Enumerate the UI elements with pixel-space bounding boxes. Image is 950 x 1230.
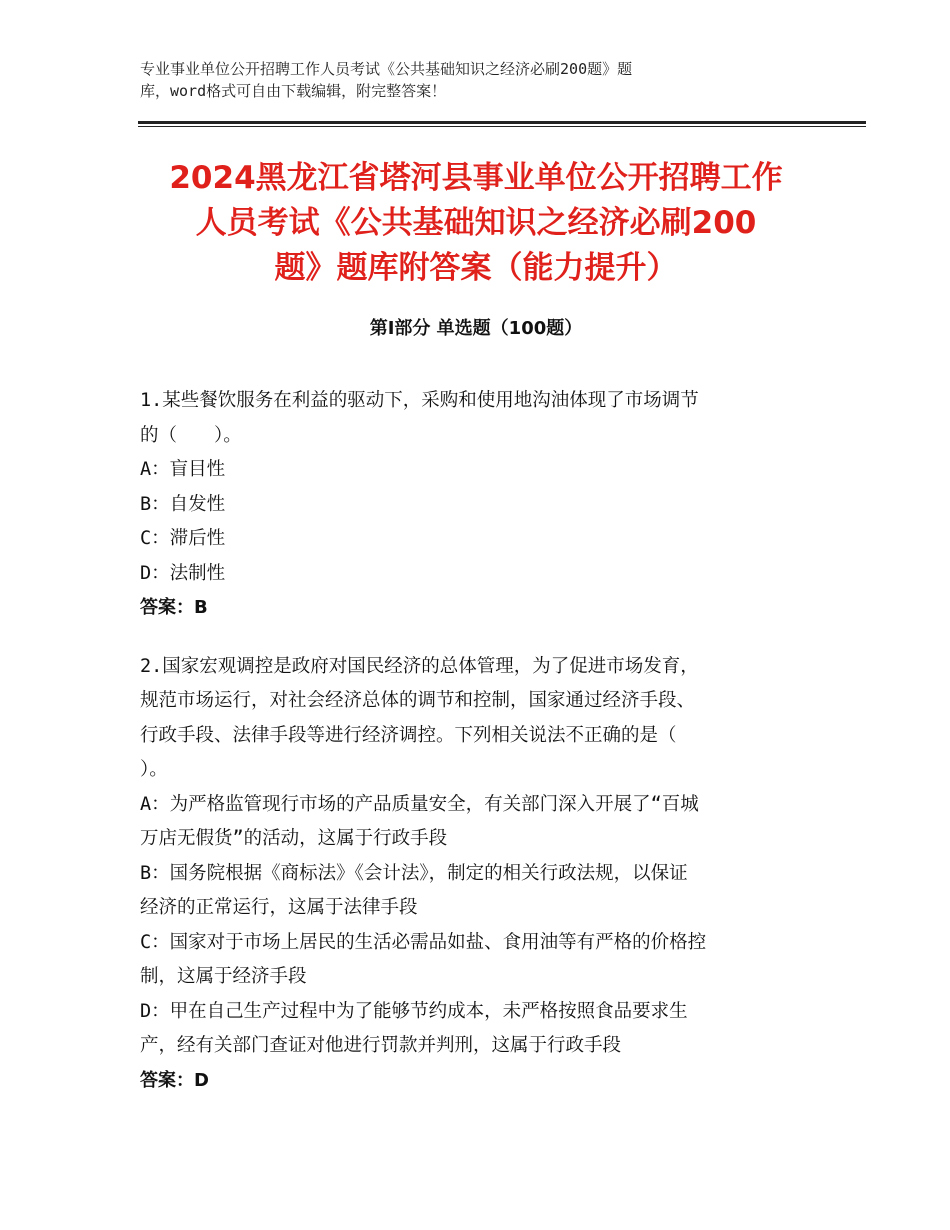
- header-note: [140, 58, 780, 102]
- question-item: [140, 650, 808, 1099]
- question-stem-line: 2.国家宏观调控是政府对国民经济的总体管理，为了促进市场发育，: [140, 655, 699, 677]
- option-a-continued: 万店无假货”的活动，这属于行政手段: [140, 828, 448, 849]
- header-note-line: 专业事业单位公开招聘工作人员考试《公共基础知识之经济必刷200题》题: [140, 60, 633, 78]
- header-rule-thick: [138, 121, 866, 124]
- option-d: D：法制性: [140, 562, 226, 584]
- answer-text: 答案：B: [140, 597, 208, 618]
- document-title: [138, 156, 814, 291]
- question-stem-line: 行政手段、法律手段等进行经济调控。下列相关说法不正确的是（: [140, 724, 677, 746]
- option-b: B：国务院根据《商标法》《会计法》，制定的相关行政法规，以保证: [140, 862, 688, 884]
- option-d: D：甲在自己生产过程中为了能够节约成本，未严格按照食品要求生: [140, 1000, 688, 1022]
- title-line: 题》题库附答案（能力提升）: [274, 250, 678, 286]
- title-line: 2024黑龙江省塔河县事业单位公开招聘工作: [169, 160, 783, 196]
- option-a: A：盲目性: [140, 459, 226, 480]
- question-stem-line: 规范市场运行，对社会经济总体的调节和控制，国家通过经济手段、: [140, 690, 696, 711]
- option-c-continued: 制，这属于经济手段: [140, 966, 307, 987]
- option-c: C：滞后性: [140, 528, 226, 549]
- title-line: 人员考试《公共基础知识之经济必刷200: [195, 205, 757, 241]
- question-item: [140, 384, 808, 626]
- answer-text: 答案：D: [140, 1069, 209, 1091]
- question-list: [140, 384, 808, 1098]
- section-title: 第Ⅰ部分 单选题（100题）: [369, 318, 583, 339]
- option-b-continued: 经济的正常运行，这属于法律手段: [140, 897, 418, 918]
- question-stem-line: ）。: [140, 759, 168, 780]
- option-c: C：国家对于市场上居民的生活必需品如盐、食用油等有严格的价格控: [140, 931, 707, 953]
- option-a: A：为严格监管现行市场的产品质量安全，有关部门深入开展了“百城: [140, 793, 699, 815]
- question-gap: [140, 626, 808, 650]
- question-stem-line: 1.某些餐饮服务在利益的驱动下，采购和使用地沟油体现了市场调节: [140, 390, 699, 411]
- header-note-line: 库，word格式可自由下载编辑，附完整答案！: [140, 82, 447, 100]
- question-stem-line: 的（ ）。: [140, 424, 242, 446]
- option-b: B：自发性: [140, 493, 226, 515]
- header-rule-thin: [138, 126, 866, 127]
- option-d-continued: 产，经有关部门查证对他进行罚款并判刑，这属于行政手段: [140, 1035, 622, 1056]
